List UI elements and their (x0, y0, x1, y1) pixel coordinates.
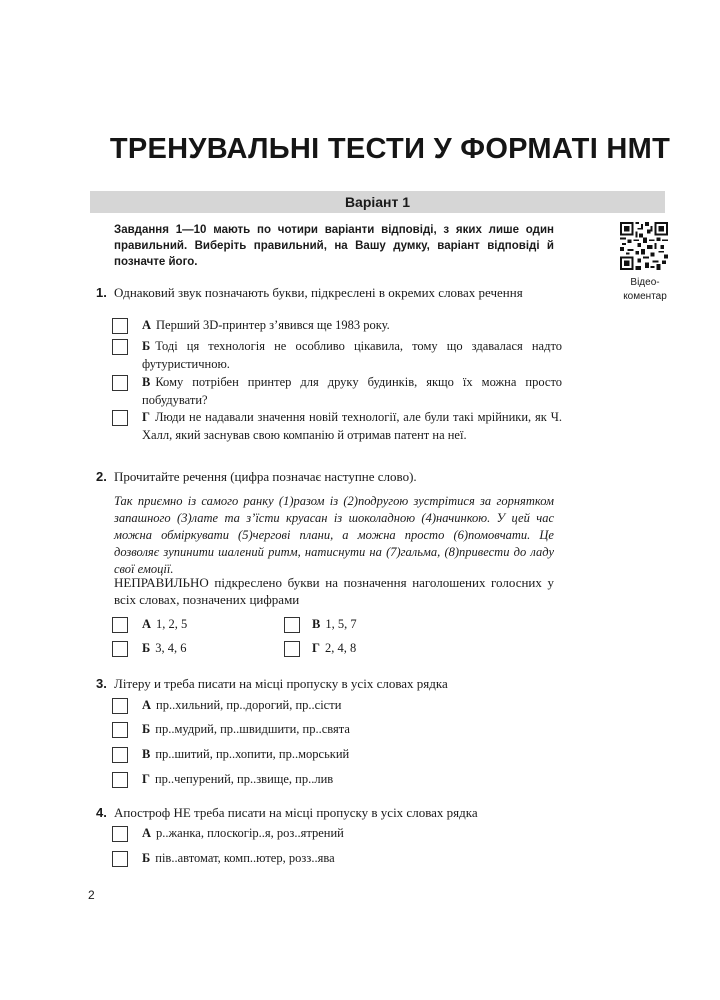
q2-option-b: Б 3, 4, 6 (142, 641, 187, 655)
q1-option-c: В Кому потрібен принтер для друку будинків, якщо їх можна просто побудувати? (142, 375, 562, 407)
q4-option-a-checkbox[interactable] (112, 826, 128, 842)
q1-option-a-checkbox[interactable] (112, 318, 128, 334)
variant-header: Варіант 1 (90, 191, 665, 213)
page-number: 2 (88, 888, 95, 902)
q1-option-a: А Перший 3D-принтер з’явився ще 1983 року. (142, 318, 390, 332)
question-2-text: Прочитайте речення (цифра позначає наступне слово). (114, 469, 417, 484)
q1-option-c-checkbox[interactable] (112, 375, 128, 391)
question-4-number: 4. (96, 805, 107, 820)
question-1-number: 1. (96, 285, 107, 300)
question-2-number: 2. (96, 469, 107, 484)
q4-option-a: А р..жанка, плоскогір..я, роз..ятрений (142, 826, 344, 840)
question-2-passage: Так приємно із самого ранку (1)разом із (2)подругою зустрітися за горнятком запашного (3)лате та з’їсти круасан із шоколадною (4)начинкою. У цей час можна обміркувати (5)чергові плани, а можна просто (6)помовчати. Це дозволяє зупинити шалений ритм, натиснути на (7)гальма, (8)привести до ладу свої емоції. (114, 494, 554, 576)
q2-option-d-checkbox[interactable] (284, 641, 300, 657)
instructions-text: Завдання 1—10 мають по чотири варіанти відповіді, з яких лише один правильний. Виберіть правильний, на Вашу думку, варіант відповіді й позначте його. (114, 224, 554, 268)
qr-label-line1: Відео- (630, 277, 660, 288)
q3-option-a: А пр..хильний, пр..дорогий, пр..сісти (142, 698, 342, 712)
q2-option-b-checkbox[interactable] (112, 641, 128, 657)
q2-option-c-checkbox[interactable] (284, 617, 300, 633)
q3-option-c: В пр..шитий, пр..хопити, пр..морський (142, 747, 350, 761)
qr-label (600, 276, 690, 304)
question-4-text: Апостроф НЕ треба писати на місці пропуску в усіх словах рядка (114, 805, 478, 820)
q3-option-d-checkbox[interactable] (112, 772, 128, 788)
q4-option-b-checkbox[interactable] (112, 851, 128, 867)
question-2-prompt: НЕПРАВИЛЬНО підкреслено букви на позначення наголошених голосних у всіх словах, позначених цифрами (114, 575, 554, 607)
q1-option-b-checkbox[interactable] (112, 339, 128, 355)
q4-option-b: Б пів..автомат, комп..ютер, розз..ява (142, 851, 335, 865)
qr-code-icon[interactable] (620, 222, 668, 270)
page-title: ТРЕНУВАЛЬНІ ТЕСТИ У ФОРМАТІ НМТ (109, 133, 671, 165)
question-1-text: Однаковий звук позначають букви, підкреслені в окремих словах речення (114, 285, 523, 300)
q1-option-d-checkbox[interactable] (112, 410, 128, 426)
q3-option-b-checkbox[interactable] (112, 722, 128, 738)
question-3-number: 3. (96, 676, 107, 691)
q3-option-c-checkbox[interactable] (112, 747, 128, 763)
q2-option-a: А 1, 2, 5 (142, 617, 188, 631)
q2-option-c: В 1, 5, 7 (312, 617, 357, 631)
qr-label-line2: коментар (623, 291, 667, 302)
q3-option-a-checkbox[interactable] (112, 698, 128, 714)
q3-option-b: Б пр..мудрий, пр..швидшити, пр..свята (142, 722, 350, 736)
q2-option-a-checkbox[interactable] (112, 617, 128, 633)
question-3-text: Літеру и треба писати на місці пропуску в усіх словах рядка (114, 676, 448, 691)
q1-option-b: Б Тоді ця технологія не особливо цікавила, тому що здавалася надто футуристичною. (142, 339, 562, 371)
q2-option-d: Г 2, 4, 8 (312, 641, 357, 655)
q3-option-d: Г пр..чепурений, пр..звище, пр..лив (142, 772, 334, 786)
q1-option-d: Г Люди не надавали значення новій технології, але були такі мрійники, як Ч. Халл, який заснував свою компанію й отримав патент на неї. (142, 410, 562, 442)
